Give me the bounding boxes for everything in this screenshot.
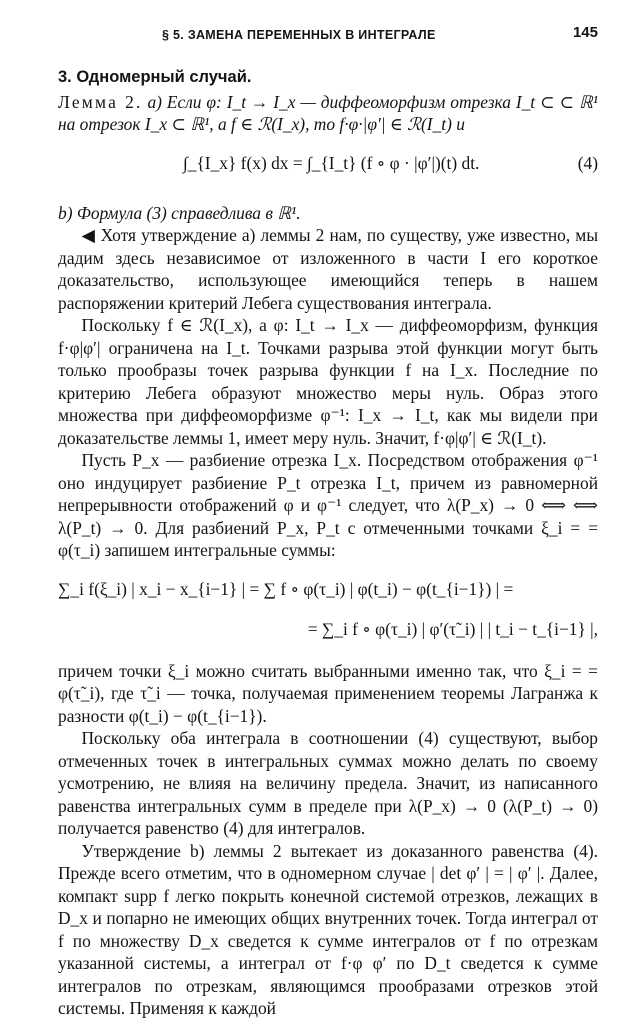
- running-head: § 5. ЗАМЕНА ПЕРЕМЕННЫХ В ИНТЕГРАЛЕ: [162, 28, 436, 42]
- page-header: [58, 22, 598, 44]
- lemma-label: Лемма 2.: [58, 91, 143, 112]
- paragraph-proof-intro: ◀ Хотя утверждение a) леммы 2 нам, по существу, уже известно, мы дадим здесь независимое от изложенного в части I его короткое доказательство, использующее имеющийся теперь в нашем распоряжении критерий Лебега существования интеграла.: [58, 225, 598, 313]
- paragraph-lagrange: причем точки ξ_i можно считать выбранными именно так, что ξ_i = = φ(τ̃_i), где τ̃_i — точка, получаемая применением теоремы Лагранжа к разности φ(t_i) − φ(t_{i−1}).: [58, 660, 598, 726]
- lemma-part-b: [58, 202, 598, 225]
- paragraph-limit: Поскольку оба интеграла в соотношении (4) существуют, выбор отмеченных точек в интегральных суммах можно делать по своему усмотрению, не влияя на величину предела. Значит, из написанного равенства интегральных сумм в пределе при λ(P_x) → 0 (λ(P_t) → 0) получается равенство (4) для интегралов.: [58, 728, 598, 838]
- lemma-part-b-text: b) Формула (3) справедлива в ℝ¹.: [58, 202, 301, 223]
- page-body: [58, 66, 598, 1020]
- section-title: 3. Одномерный случай.: [58, 68, 252, 86]
- formula-4: [58, 142, 598, 198]
- sum-formula-line-1: ∑_i f(ξ_i) | x_i − x_{i−1} | = ∑ f ∘ φ(τ_i) | φ(t_i) − φ(t_{i−1}) | =: [58, 578, 514, 599]
- formula-expression: ∫_{I_x} f(x) dx = ∫_{I_t} (f ∘ φ · |φ′|)(t) dt.: [183, 152, 480, 173]
- paragraph-partition: Пусть P_x — разбиение отрезка I_x. Посредством отображения φ⁻¹ оно индуцирует разбиение P_t отрезка I_t, причем из равномерной непрерывности отображений φ и φ⁻¹ следует, что λ(P_x) → 0 ⟺ ⟺ λ(P_t) → 0. Для разбиений P_x, P_t с отмеченными точками ξ_i = = φ(τ_i) запишем интегральные суммы:: [58, 450, 598, 560]
- lemma-statement: [58, 91, 598, 136]
- formula-number: (4): [577, 152, 598, 173]
- paragraph-boundedness: Поскольку f ∈ ℛ(I_x), а φ: I_t → I_x — диффеоморфизм, функция f·φ|φ′| ограничена на I_t. Точками разрыва этой функции могут быть только прообразы точек разрыва функции f на I_x. Последние по критерию Лебега образуют множество меры нуль. Образ этого множества при диффеоморфизме φ⁻¹: I_x → I_t, как мы видели при доказательстве леммы 1, имеет меру нуль. Значит, f·φ|φ′| ∈ ℛ(I_t).: [58, 315, 598, 448]
- lemma-part-a: a) Если φ: I_t → I_x — диффеоморфизм отрезка I_t ⊂ ⊂ ℝ¹ на отрезок I_x ⊂ ℝ¹, а f ∈ ℛ(I_x), то f·φ·|φ′| ∈ ℛ(I_t) и: [58, 91, 598, 134]
- page-number: 145: [572, 24, 598, 41]
- paragraph-part-b-proof: Утверждение b) леммы 2 вытекает из доказанного равенства (4). Прежде всего отметим, что в одномерном случае | det φ′ | = | φ′ |. Далее, компакт supp f легко покрыть конечной системой отрезков, лежащих в D_x и попарно не имеющих общих внутренних точек. Тогда интеграл от f по множеству D_x сведется к сумме интегралов от f по отрезкам указанной системы, а интеграл от f·φ φ′ по D_t сведется к сумме интегралов по отрезкам, являющимся прообразами отрезков этой системы. Применяя к каждой: [58, 840, 598, 1018]
- sum-formula-line-2: = ∑_i f ∘ φ(τ_i) | φ′(τ̃_i) | | t_i − t_{i−1} |,: [307, 618, 598, 639]
- integral-sums-formula: [58, 570, 598, 654]
